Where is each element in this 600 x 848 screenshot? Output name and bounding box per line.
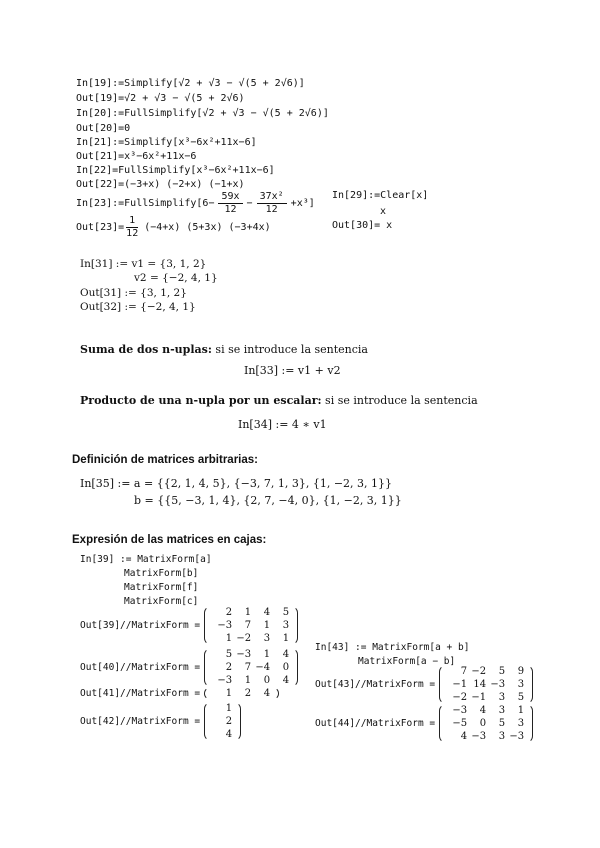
in29-line: In[29]:=Clear[x] — [332, 190, 429, 201]
matrix-cell: 7 — [244, 662, 252, 673]
out41-row — [80, 687, 279, 700]
matrix-row — [213, 687, 270, 700]
left-paren — [204, 606, 211, 645]
out41-matrix — [204, 687, 279, 700]
out39-label: Out[39]//MatrixForm = — [80, 620, 201, 631]
out23-line — [76, 214, 271, 240]
fraction-denominator: 12 — [224, 203, 237, 215]
matrix-cell: −3 — [509, 731, 525, 742]
right-paren — [272, 687, 279, 700]
matrix-row — [448, 717, 524, 730]
matrix-cell: 2 — [225, 607, 233, 618]
right-paren — [291, 648, 298, 687]
matrix-cell: 5 — [498, 718, 506, 729]
matrix-cell: 1 — [244, 607, 252, 618]
matrix-rows — [446, 665, 526, 704]
matrix-cell: 4 — [282, 649, 290, 660]
matrix-rows — [211, 687, 272, 700]
matrix-cell: 5 — [282, 607, 290, 618]
out23-prefix: Out[23]= — [76, 221, 125, 233]
matrix-rows — [211, 606, 291, 645]
matrix-cell: −3 — [452, 705, 468, 716]
matrix-cell: 1 — [517, 705, 525, 716]
matrix-row — [213, 606, 289, 619]
matrix-row — [213, 648, 289, 661]
left-paren — [204, 648, 211, 687]
matrix-cell: −3 — [236, 649, 252, 660]
right-paren — [291, 606, 298, 645]
matrix-cell: −4 — [255, 662, 271, 673]
out39-matrix — [204, 606, 298, 645]
matrix-cell: 4 — [263, 607, 271, 618]
out42-label: Out[42]//MatrixForm = — [80, 716, 201, 727]
producto-rest: si se introduce la sentencia — [321, 394, 478, 407]
in23-minus: − — [246, 197, 253, 209]
matrix-cell: 14 — [473, 679, 487, 690]
matrix-cell: −3 — [490, 679, 506, 690]
matrix-rows — [211, 648, 291, 687]
out39-row — [80, 606, 298, 645]
out30-line: Out[30]= x — [332, 220, 393, 231]
matrix-cell: 7 — [244, 620, 252, 631]
matrix-cell: −2 — [452, 692, 468, 703]
matrix-cell: 1 — [263, 620, 271, 631]
matrix-row — [448, 678, 524, 691]
out44-label: Out[44]//MatrixForm = — [315, 718, 436, 729]
out44-row — [315, 704, 533, 743]
matrix-cell: 1 — [225, 688, 233, 699]
out42-row — [80, 702, 241, 741]
out43-matrix — [439, 665, 533, 704]
matrix-cell: 3 — [282, 620, 290, 631]
matrix-cell: 3 — [517, 718, 525, 729]
in43-b-line: MatrixForm[a − b] — [358, 656, 456, 667]
right-paren — [526, 704, 533, 743]
fraction-denominator: 12 — [265, 203, 278, 215]
matrix-cell: −1 — [452, 679, 468, 690]
matrix-cell: 2 — [244, 688, 252, 699]
matrix-rows — [211, 702, 234, 741]
matrix-cell: 5 — [225, 649, 233, 660]
out22-line: Out[22]=(−3+x) (−2+x) (−1+x) — [76, 179, 245, 190]
producto-bold: Producto de una n-upla por un escalar: — [80, 394, 322, 407]
fraction-denominator: 12 — [126, 227, 139, 239]
matrix-cell: −1 — [471, 692, 487, 703]
in23-line — [76, 190, 315, 216]
out23-suffix: (−4+x) (5+3x) (−3+4x) — [144, 221, 271, 233]
matrix-cell: 2 — [225, 716, 233, 727]
in20-line: In[20]:=FullSimplify[√2 + √3 − √(5 + 2√6)] — [76, 108, 329, 119]
matrix-cell: 1 — [225, 633, 233, 644]
matrix-cell: 5 — [498, 666, 506, 677]
matrix-row — [213, 728, 232, 741]
in34-line: In[34] := 4 ∗ v1 — [238, 418, 327, 431]
matrix-cell: −3 — [471, 731, 487, 742]
in39-c-line: MatrixForm[c] — [124, 596, 199, 607]
matrix-cell: −2 — [236, 633, 252, 644]
in21-line: In[21]:=Simplify[x³−6x²+11x−6] — [76, 137, 257, 148]
matrix-row — [213, 632, 289, 645]
in22-line: In[22]=FullSimplify[x³−6x²+11x−6] — [76, 165, 275, 176]
out21-line: Out[21]=x³−6x²+11x−6 — [76, 151, 197, 162]
definicion-heading: Definición de matrices arbitrarias: — [72, 454, 258, 466]
in23-prefix: In[23]:=FullSimplify[6− — [76, 197, 215, 209]
matrix-cell: 4 — [282, 675, 290, 686]
matrix-cell: 0 — [263, 675, 271, 686]
matrix-cell: 4 — [263, 688, 271, 699]
matrix-row — [213, 661, 289, 674]
out40-row — [80, 648, 298, 687]
out44-matrix — [439, 704, 533, 743]
right-paren — [526, 665, 533, 704]
matrix-cell: 3 — [517, 679, 525, 690]
in23-fraction-2 — [257, 191, 287, 216]
matrix-cell: 2 — [225, 662, 233, 673]
left-paren — [204, 702, 211, 741]
matrix-cell: 0 — [479, 718, 487, 729]
in39-f-line: MatrixForm[f] — [124, 582, 199, 593]
in19-line: In[19]:=Simplify[√2 + √3 − √(5 + 2√6)] — [76, 78, 305, 89]
out23-fraction — [126, 215, 138, 240]
matrix-cell: 9 — [517, 666, 525, 677]
out19-line: Out[19]=√2 + √3 − √(5 + 2√6) — [76, 93, 245, 104]
matrix-cell: 1 — [225, 703, 233, 714]
matrix-cell: 3 — [498, 692, 506, 703]
in29-x: x — [380, 206, 387, 217]
producto-paragraph — [80, 394, 478, 407]
out41-label: Out[41]//MatrixForm = — [80, 688, 201, 699]
right-paren — [234, 702, 241, 741]
left-paren — [439, 704, 446, 743]
suma-bold: Suma de dos n-uplas: — [80, 343, 212, 356]
fraction-numerator: 37x² — [257, 191, 287, 204]
matrix-cell: 4 — [460, 731, 468, 742]
out32-line: Out[32] := {−2, 4, 1} — [80, 301, 196, 313]
matrix-row — [213, 619, 289, 632]
matrix-row — [213, 702, 232, 715]
out20-line: Out[20]=0 — [76, 123, 131, 134]
matrix-cell: 3 — [263, 633, 271, 644]
matrix-cell: −5 — [452, 718, 468, 729]
matrix-row — [448, 691, 524, 704]
v2-line: v2 = {−2, 4, 1} — [134, 272, 218, 284]
in35-b-line: b = {{5, −3, 1, 4}, {2, 7, −4, 0}, {1, −2, 3, 1}} — [134, 494, 402, 507]
matrix-row — [213, 674, 289, 687]
left-paren — [439, 665, 446, 704]
matrix-cell: 3 — [498, 731, 506, 742]
in23-fraction-1 — [218, 191, 242, 216]
matrix-cell: 1 — [282, 633, 290, 644]
matrix-cell: 4 — [225, 729, 233, 740]
out43-row — [315, 665, 533, 704]
matrix-cell: 1 — [244, 675, 252, 686]
in31-line: In[31] := v1 = {3, 1, 2} — [80, 258, 207, 270]
matrix-cell: −3 — [217, 620, 233, 631]
left-paren — [204, 687, 211, 700]
matrix-row — [448, 665, 524, 678]
expresion-heading: Expresión de las matrices en cajas: — [72, 534, 267, 546]
in39-line: In[39] := MatrixForm[a] — [80, 554, 212, 565]
matrix-rows — [446, 704, 526, 743]
matrix-cell: 0 — [282, 662, 290, 673]
in43-line: In[43] := MatrixForm[a + b] — [315, 642, 470, 653]
in23-suffix: +x³] — [290, 197, 315, 209]
out40-matrix — [204, 648, 298, 687]
suma-rest: si se introduce la sentencia — [211, 343, 368, 356]
out43-label: Out[43]//MatrixForm = — [315, 679, 436, 690]
matrix-cell: 4 — [479, 705, 487, 716]
fraction-numerator: 1 — [126, 215, 138, 228]
out40-label: Out[40]//MatrixForm = — [80, 662, 201, 673]
suma-paragraph — [80, 343, 368, 356]
matrix-row — [448, 730, 524, 743]
matrix-cell: 1 — [263, 649, 271, 660]
matrix-cell: 7 — [460, 666, 468, 677]
in35-line: In[35] := a = {{2, 1, 4, 5}, {−3, 7, 1, 3}, {1, −2, 3, 1}} — [80, 477, 393, 490]
in39-b-line: MatrixForm[b] — [124, 568, 199, 579]
matrix-cell: 5 — [517, 692, 525, 703]
in33-line: In[33] := v1 + v2 — [244, 364, 341, 377]
out31-line: Out[31] := {3, 1, 2} — [80, 287, 187, 299]
fraction-numerator: 59x — [218, 191, 242, 204]
matrix-row — [448, 704, 524, 717]
matrix-cell: 3 — [498, 705, 506, 716]
matrix-cell: −2 — [471, 666, 487, 677]
matrix-row — [213, 715, 232, 728]
out42-matrix — [204, 702, 241, 741]
matrix-cell: −3 — [217, 675, 233, 686]
